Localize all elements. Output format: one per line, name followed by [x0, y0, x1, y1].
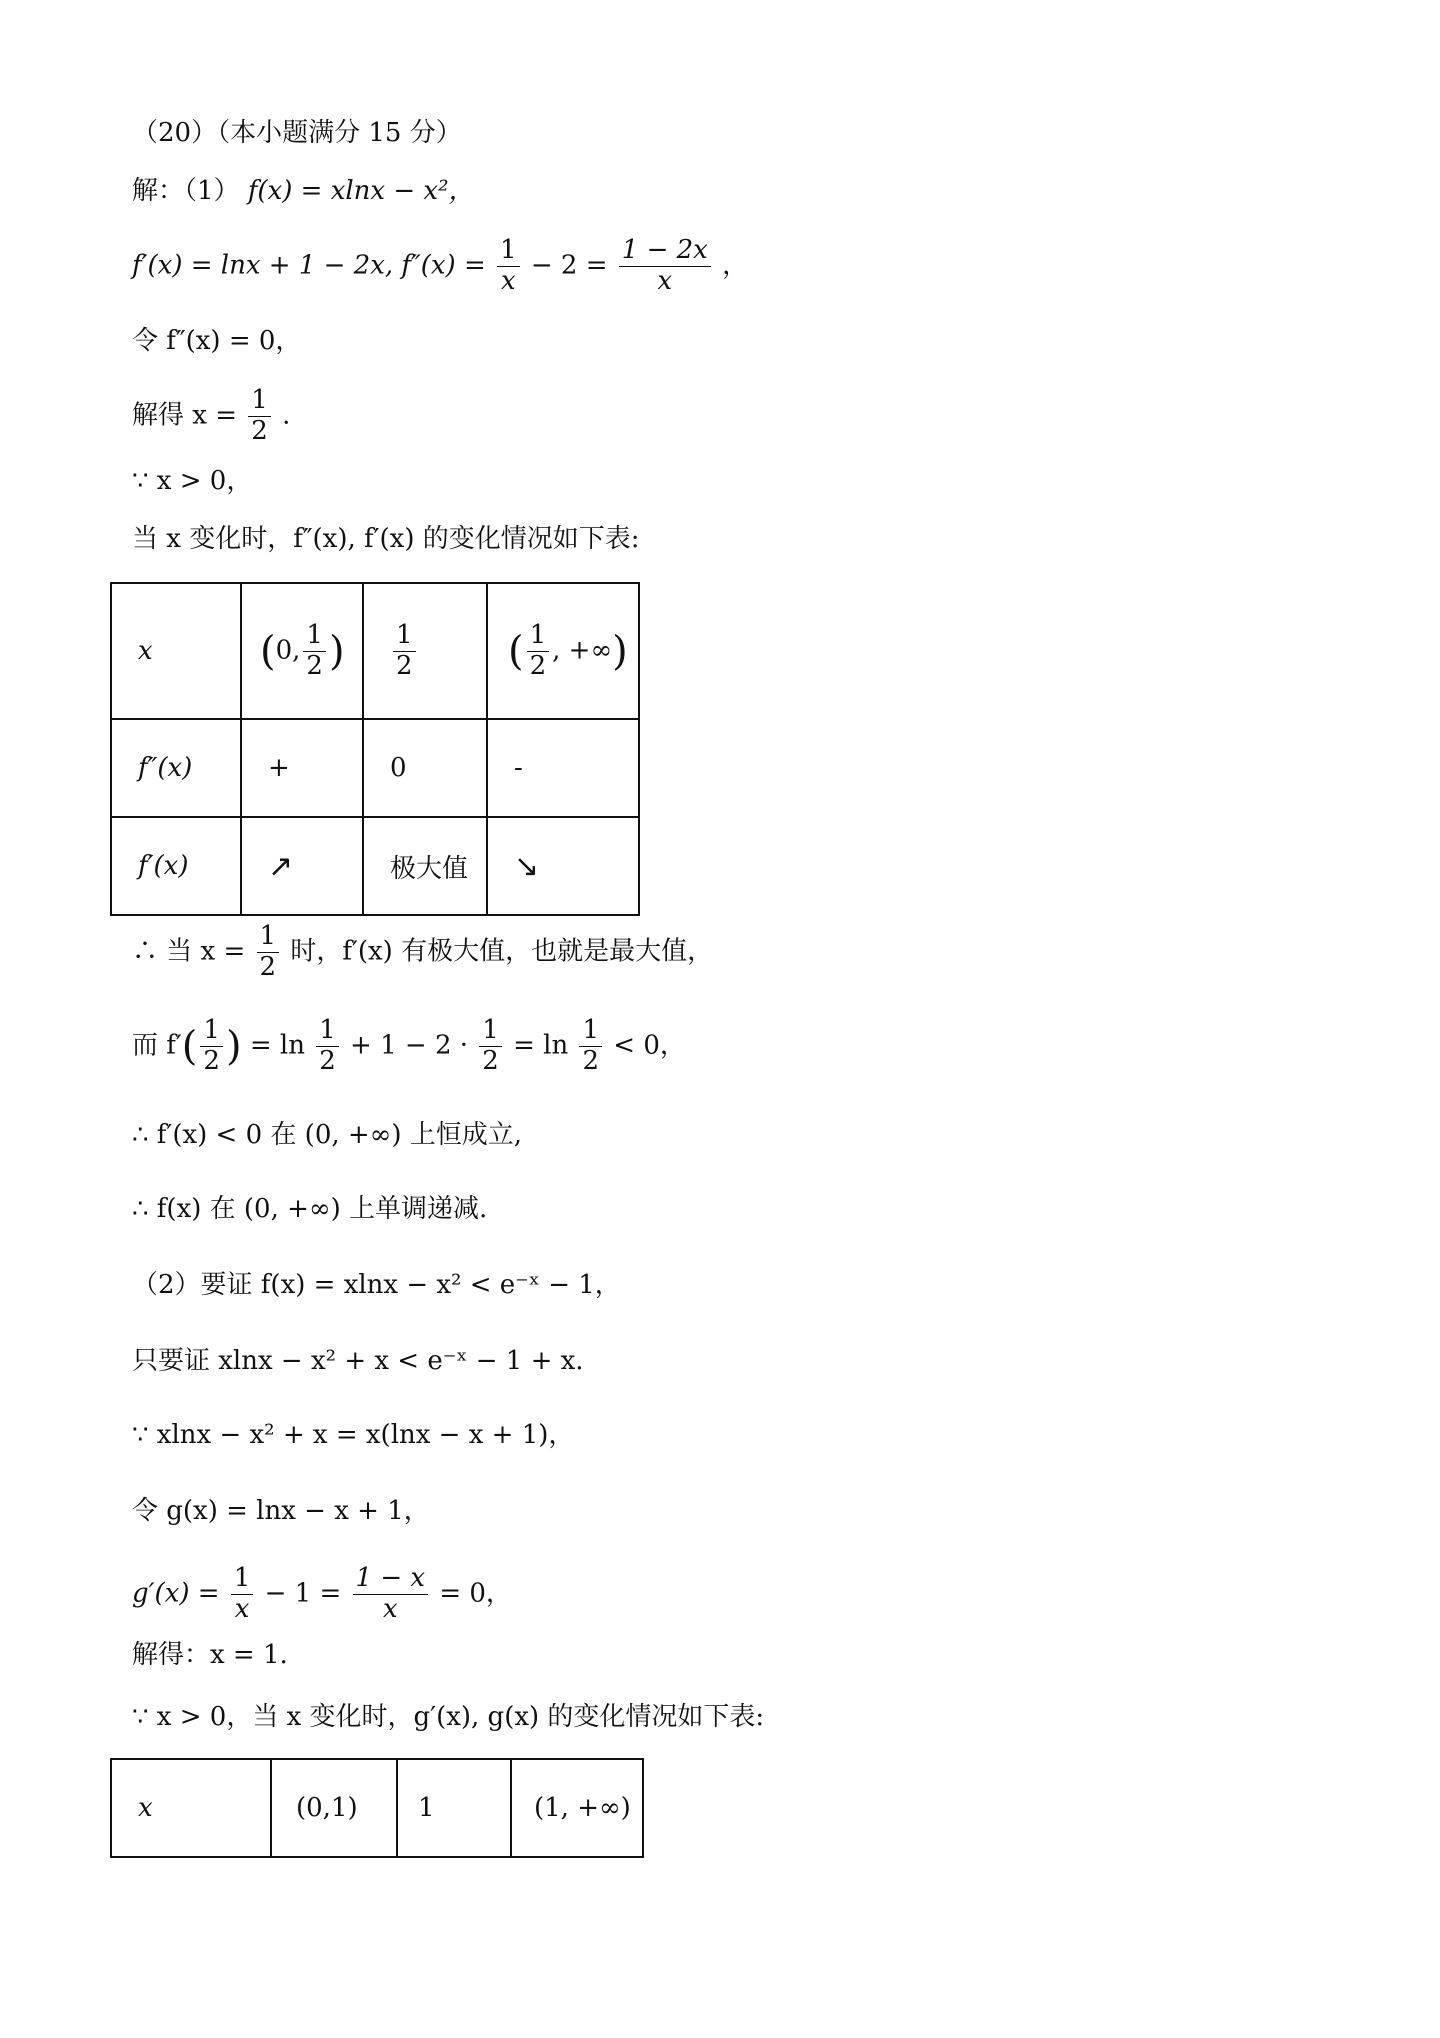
max-value-text-e: < 0，: [613, 1030, 686, 1061]
solve-x-text: 解得 x =: [132, 400, 237, 431]
fraction-one-half-max: $\frac{1}{2}$: [257, 922, 280, 983]
table2-row-x: [111, 1759, 643, 1857]
fraction-1-over-x: $\frac{1}{x}$: [497, 236, 520, 297]
maximum-text-b: 时，f′(x) 有极大值，也就是最大值，: [290, 936, 714, 967]
part1-label: 解：（1）: [132, 176, 240, 206]
define-g-line: 令 g(x) = lnx − x + 1，: [132, 1496, 430, 1526]
table1-row-second-derivative: [111, 719, 639, 817]
maximum-statement: [132, 922, 713, 983]
max-value-text-d: = ln: [513, 1030, 569, 1061]
derivative-negative-statement: ∴ f′(x) < 0 在 (0, +∞) 上恒成立,: [132, 1120, 523, 1150]
monotonic-decreasing-statement: ∴ f(x) 在 (0, +∞) 上单调递减.: [132, 1194, 488, 1224]
fraction-1-minus-2x-over-x: $\frac{1 - 2x}{x}$: [619, 236, 711, 297]
table1-cell-first-derivative-label: f′(x): [111, 817, 241, 915]
function-definition: f(x) = xlnx − x²，: [247, 176, 475, 206]
max-value-text-b: = ln: [249, 1030, 305, 1061]
g-derivative-line: [132, 1564, 512, 1625]
derivative-text-c: ，: [722, 250, 749, 281]
table1-cell-half: $\frac{1}{2}$: [363, 583, 487, 719]
table1-cell-sign-negative: -: [487, 719, 639, 817]
table1-row-x: [111, 583, 639, 719]
table1-cell-zero: 0: [363, 719, 487, 817]
table1-cell-x-label: x: [111, 583, 241, 719]
table1-cell-sign-positive: +: [241, 719, 363, 817]
decreasing-arrow-icon: ↘: [487, 817, 639, 915]
table2-cell-interval-left: (0,1): [271, 1759, 397, 1857]
fraction-1-minus-x-over-x: $\frac{1 - x}{x}$: [353, 1564, 429, 1625]
fraction-g-1-over-x: $\frac{1}{x}$: [231, 1564, 254, 1625]
table2-cell-interval-right: (1, +∞): [511, 1759, 643, 1857]
table2-intro: ∵ x > 0，当 x 变化时，g′(x), g(x) 的变化情况如下表:: [132, 1702, 765, 1732]
g-derivative-text-a: g′(x) =: [132, 1578, 220, 1609]
solve-g-line: 解得：x = 1.: [132, 1640, 288, 1670]
set-second-derivative-zero: 令 f″(x) = 0，: [132, 326, 302, 356]
derivative-text-b: − 2 =: [530, 250, 608, 281]
g-derivative-text-b: − 1 =: [264, 1578, 342, 1609]
max-value-text-a: 而 f′: [132, 1030, 182, 1061]
solution-line-1: [132, 176, 475, 207]
table1-row-first-derivative: [111, 817, 639, 915]
max-value-text-c: + 1 − 2 ·: [350, 1030, 469, 1061]
variation-table-2: [110, 1758, 644, 1858]
solve-x-period: .: [282, 400, 291, 431]
domain-condition: ∵ x > 0，: [132, 466, 253, 496]
problem-heading: （20）（本小题满分 15 分）: [132, 118, 462, 148]
table1-cell-interval-left: (0, $\frac{1}{2}$ ): [241, 583, 363, 719]
table2-cell-one: 1: [397, 1759, 511, 1857]
part2-statement: （2）要证 f(x) = xlnx − x² < e⁻ˣ − 1，: [132, 1270, 621, 1300]
increasing-arrow-icon: ↗: [241, 817, 363, 915]
derivative-text-a: f′(x) = lnx + 1 − 2x, f″(x) =: [132, 250, 486, 281]
table1-cell-second-derivative-label: f″(x): [111, 719, 241, 817]
derivatives-line: [132, 236, 748, 297]
table2-cell-x-label: x: [111, 1759, 271, 1857]
solve-x-line: [132, 386, 290, 447]
factorization-line: ∵ xlnx − x² + x = x(lnx − x + 1)，: [132, 1420, 575, 1450]
table1-intro: 当 x 变化时，f″(x), f′(x) 的变化情况如下表:: [132, 524, 640, 554]
max-value-computation: 而 f′( $\frac{1}{2}$ ) = ln $\frac{1}{2}$ + 1 − 2 · $\frac{1}{2}$ = ln $\frac{1}{2}$ < 0，: [132, 1015, 686, 1076]
g-derivative-text-c: = 0，: [439, 1578, 512, 1609]
maximum-text-a: ∴ 当 x =: [132, 936, 246, 967]
table1-cell-interval-right: ( $\frac{1}{2}$ , +∞): [487, 583, 639, 719]
variation-table-1: [110, 582, 640, 916]
sufficient-condition: 只要证 xlnx − x² + x < e⁻ˣ − 1 + x.: [132, 1346, 584, 1376]
fraction-one-half: $\frac{1}{2}$: [248, 386, 271, 447]
table1-cell-max-value: 极大值: [363, 817, 487, 915]
